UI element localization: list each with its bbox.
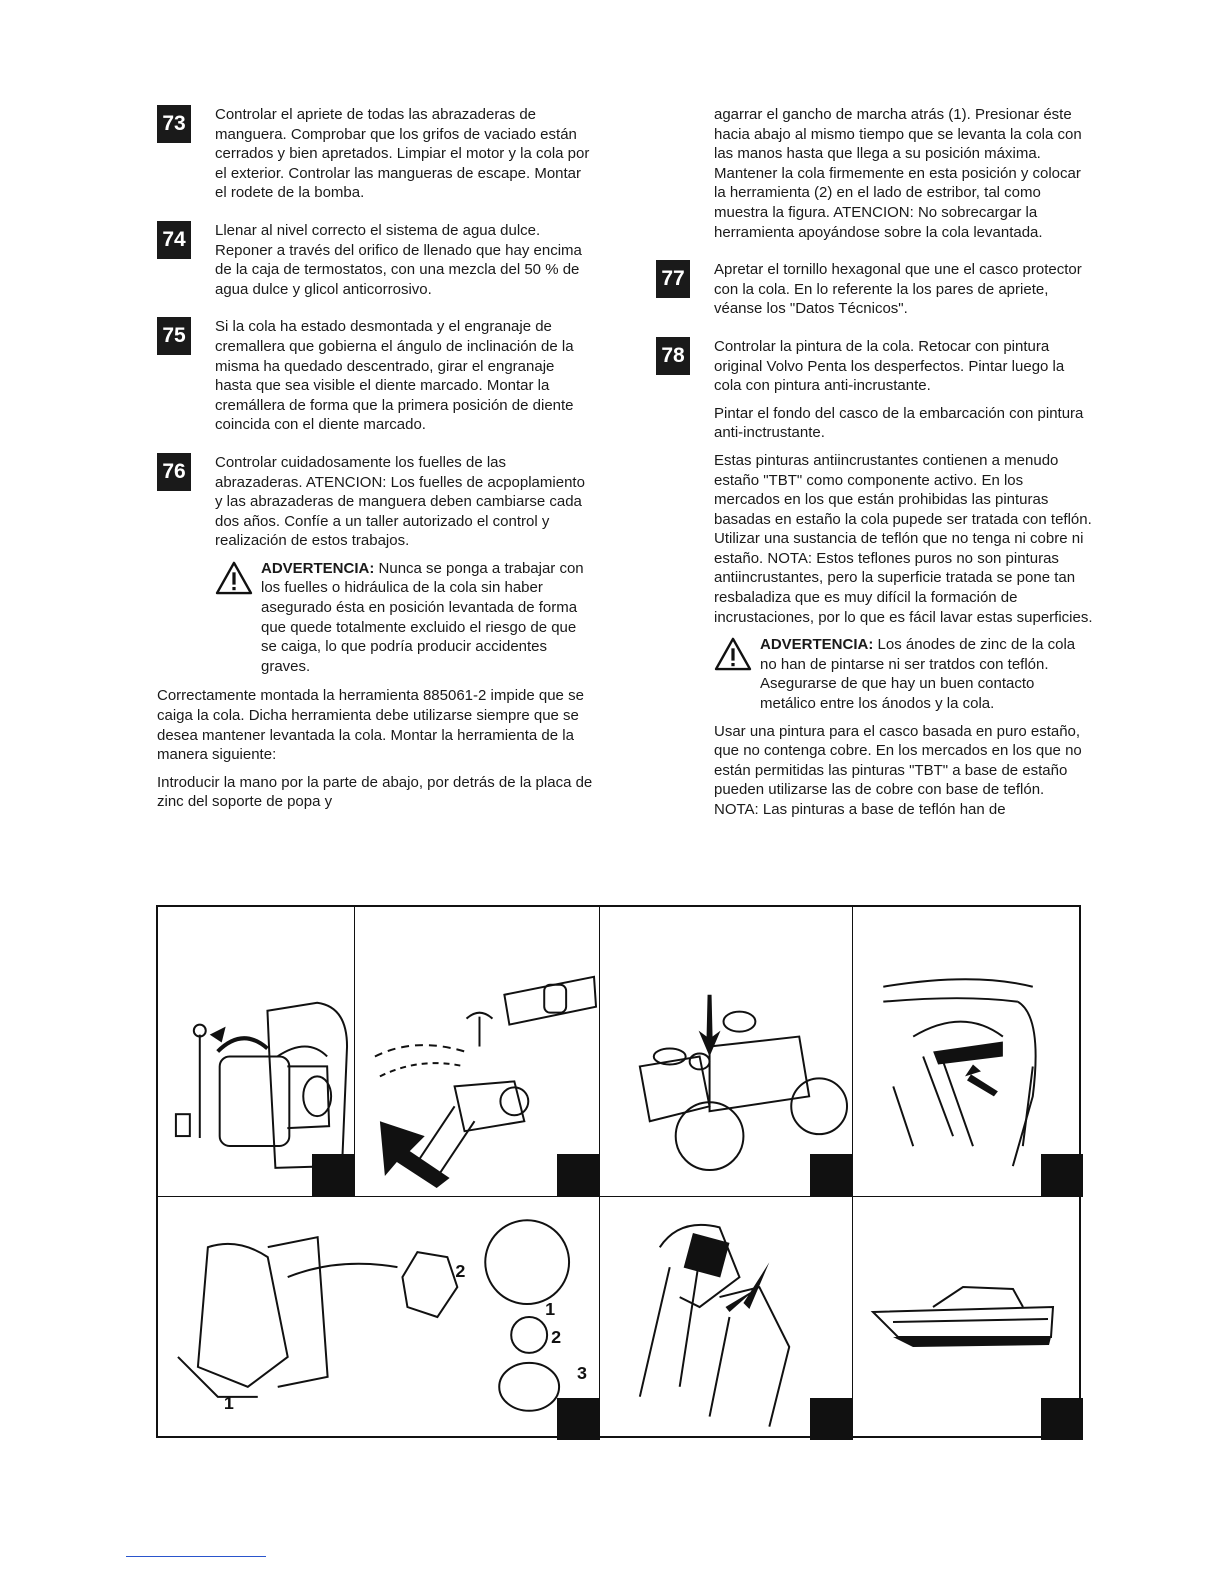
step-number-badge: 77 [656,260,690,298]
figure-corner-marker [810,1154,852,1196]
step-text: Si la cola ha estado desmontada y el engranaje de cremallera que gobierna el ángulo de inclinación de la misma ha quedado descentrado, girar el engranaje hasta que sea visible el diente marcado. Montar la cremállera de forma que la primera posición de diente coincida con el diente marcado. [215,318,574,434]
warning-text: Los ánodes de zinc de la cola no han de pintarse ni ser tratdos con teflón. Asegurarse de que hay un buen contacto metálico entre los ánodos y la cola. [760,636,1076,713]
step-77 [656,260,1093,319]
figure-corner-marker [810,1398,852,1440]
step-text: Controlar la pintura de la cola. Retocar con pintura original Volvo Penta los desperfectos. Pintar luego la cola con pintura anti-incrustante. [714,337,1065,395]
step-78-paragraph-2: Pintar el fondo del casco de la embarcación con pintura anti-inctrustante. [714,404,1084,442]
impeller-illustration [355,907,599,1196]
figure-corner-marker [557,1154,599,1196]
step-75 [157,317,595,435]
footer-rule [126,1556,266,1557]
callout-tool: 2 [455,1261,466,1282]
warning-triangle-icon [714,637,752,671]
figure-corner-marker [1041,1154,1083,1196]
figure-corner-marker [312,1154,354,1196]
figure-74-impeller [355,907,600,1197]
step-74 [157,221,595,299]
step-73 [157,105,595,203]
step-76-continuation: agarrar el gancho de marcha atrás (1). Presionar éste hacia abajo al mismo tiempo que se levanta la cola con las manos hasta que llega a su posición máxima. Mantener la cola firmemente en esta posición y colocar la herramienta (2) en el lado de estribor, tal como muestra la figura. ATENCION: No sobrecargar la herramienta apoyándose sobre la cola levantada. [714,106,1082,241]
figure-76-tool-install [158,1197,600,1440]
callout-clamp-1: 1 [545,1299,556,1320]
figure-73-drain-cock [158,907,355,1197]
figure-75-coolant-fill [600,907,853,1197]
step-76 [157,453,595,677]
step-78-paragraph-4: Usar una pintura para el casco basada en puro estaño, que no contenga cobre. En los mercados en los que no están permitidas las pinturas "TBT" a base de estaño pueden utilizarse las de cobre con base de teflón. NOTA: Las pinturas a base de teflón han de [714,722,1082,818]
step-number-badge: 75 [157,317,191,355]
step-text: Apretar el tornillo hexagonal que une el casco protector con la cola. En lo referente la los pares de apriete, véanse los "Datos Técnicos". [714,261,1082,318]
warning-label: ADVERTENCIA: [261,559,375,577]
step-number-badge: 78 [656,337,690,375]
step-78-paragraph-3: Estas pinturas antiincrustantes contienen a menudo estaño "TBT" como componente activo. En los mercados en los que están prohibidas las pinturas basadas en estaño la cola pupede ser tratada con teflón. Utilizar una sustancia de teflón que no tenga ni cobre ni estaño. NOTA: Estos teflones puros no son pinturas antiincrustantes, pero la superficie tratada se pone tan resbaladiza que es muy difícil la formación de incrustaciones, por lo que es fácil lavar estas superficies. [714,451,1093,626]
step-76-paragraph-3: Introducir la mano por la parte de abajo, por detrás de la placa de zinc del soporte de popa y [157,773,593,811]
tool-install-illustration [158,1197,599,1440]
step-76-paragraph-2: Correctamente montada la herramienta 885061-2 impide que se caiga la cola. Dicha herramienta debe utilizarse siempre que se desea mantener levantada la cola. Montar la herramienta de la manera siguiente: [157,687,584,764]
callout-clamp-3: 3 [577,1362,588,1383]
step-78 [656,337,1093,820]
figure-grid [156,905,1081,1438]
figure-78-boat-hull [853,1197,1083,1440]
drain-cock-illustration [158,907,354,1196]
step-number-badge: 76 [157,453,191,491]
callout-clamp-2: 2 [551,1326,562,1347]
figure-corner-marker [1041,1398,1083,1440]
right-column [656,105,1093,820]
figure-corner-marker [557,1398,599,1440]
step-text: Controlar el apriete de todas las abrazaderas de manguera. Comprobar que los grifos de vaciado están cerrados y bien apretados. Limpiar el motor y la cola por el exterior. Controlar las mangueras de escape. Montar el rodete de la bomba. [215,106,590,202]
warning-label: ADVERTENCIA: [760,636,874,654]
left-column [157,105,595,812]
step-number-badge: 74 [157,221,191,259]
figure-77-screw [600,1197,853,1440]
warning-triangle-icon [215,561,253,595]
step-text: Llenar al nivel correcto el sistema de agua dulce. Reponer a través del orifico de llenado que hay encima de la caja de termostatos, con una mezcla del 50 % de agua dulce y glicol anticorrosivo. [215,221,582,298]
figure-76-bellows [853,907,1083,1197]
bellows-illustration [853,907,1083,1196]
warning-block [215,559,595,677]
step-number-badge: 73 [157,105,191,143]
warning-text: Nunca se ponga a trabajar con los fuelles o hidráulica de la cola sin haber asegurado ésta en posición levantada de forma que quede totalmente excluido el riesgo de que se caiga, lo que podría producir accidentes graves. [261,559,584,675]
warning-block [714,635,1093,713]
callout-hook: 1 [223,1392,234,1413]
step-text: Controlar cuidadosamente los fuelles de las abrazaderas. ATENCION: Los fuelles de acpoplamiento y las abrazaderas de manguera deben cambiarse cada dos años. Confíe a un taller autorizado el control y realización de estos trabajos. [215,453,585,550]
coolant-fill-illustration [600,907,852,1196]
